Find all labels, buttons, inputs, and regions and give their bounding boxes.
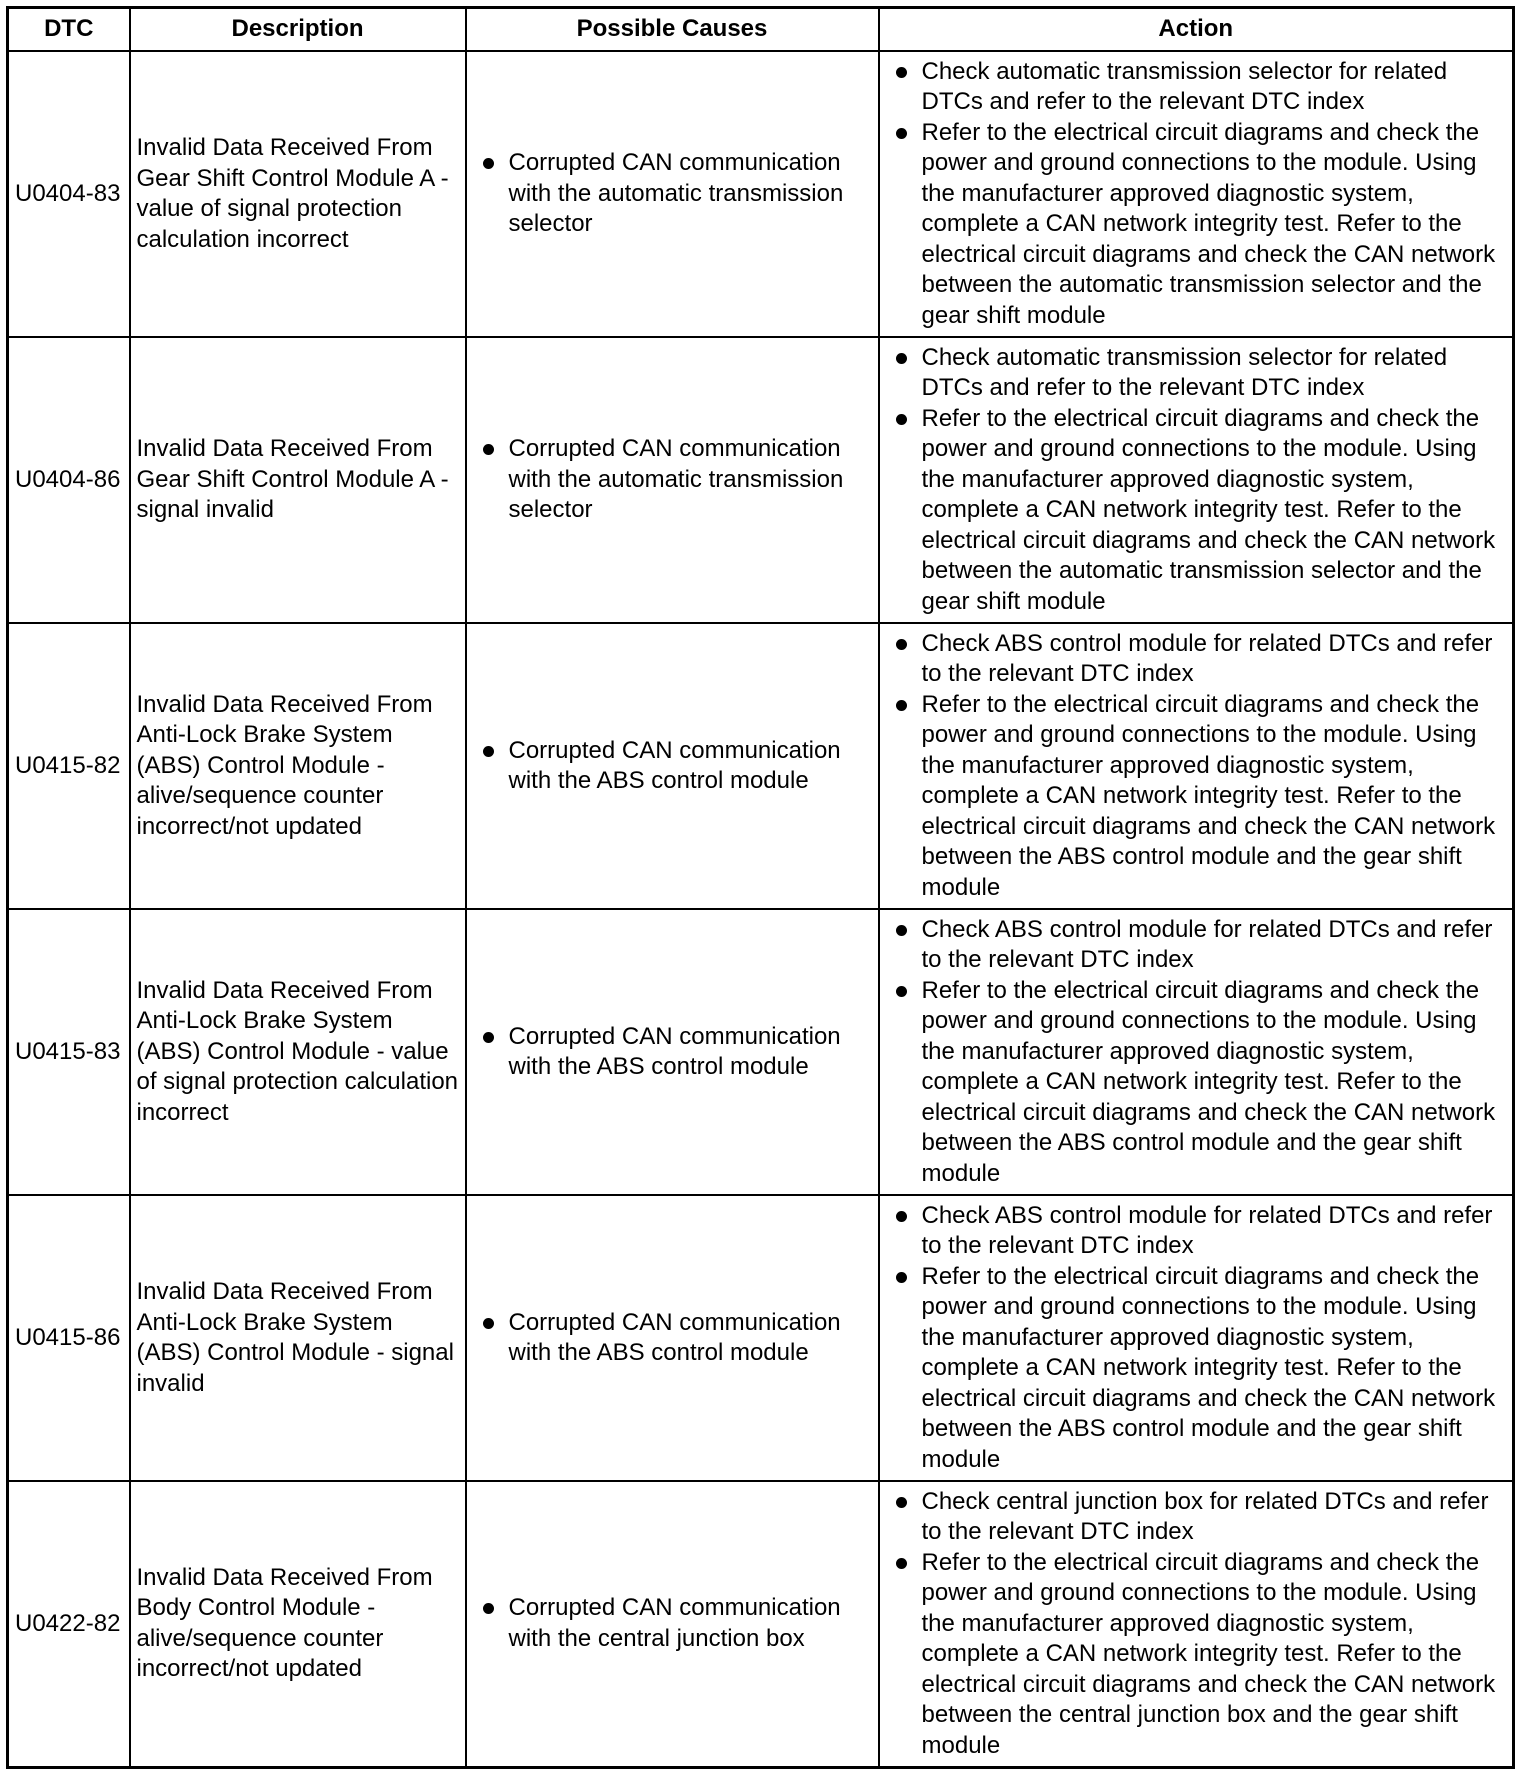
header-action: Action (879, 8, 1514, 52)
description-cell (130, 623, 466, 909)
causes-list (473, 1308, 872, 1369)
description-cell (130, 51, 466, 337)
action-item (886, 118, 1507, 332)
cause-text: Corrupted CAN communication with the ABS control module (508, 1308, 841, 1366)
cause-item (473, 1593, 872, 1654)
bullet-icon (483, 1603, 494, 1614)
action-cell (879, 909, 1514, 1195)
bullet-icon (896, 1272, 907, 1283)
table-row (8, 337, 1514, 623)
bullet-icon (896, 1558, 907, 1569)
action-item (886, 1262, 1507, 1476)
table-row (8, 51, 1514, 337)
bullet-icon (483, 1032, 494, 1043)
possible-causes-cell (466, 909, 879, 1195)
action-text: Check ABS control module for related DTCs and refer to the relevant DTC index (921, 1201, 1493, 1260)
causes-list (473, 1593, 872, 1654)
causes-list (473, 434, 872, 526)
description-cell (130, 1195, 466, 1481)
action-item (886, 629, 1507, 690)
actions-list (886, 629, 1507, 904)
dtc-code-cell (8, 623, 130, 909)
description-text: Invalid Data Received From Body Control Module - alive/sequence counter incorrect/not updated (136, 1563, 433, 1683)
cause-item (473, 1308, 872, 1369)
possible-causes-cell (466, 1481, 879, 1767)
action-text: Refer to the electrical circuit diagrams and check the power and ground connections to the module. Using the manufacturer approved diagnostic system, complete a CAN network integrity test. Refer to the electrical circuit diagrams and check the CAN network between the ABS control module and the gear shift module (921, 690, 1496, 901)
description-cell (130, 1481, 466, 1767)
table-row (8, 623, 1514, 909)
possible-causes-cell (466, 51, 879, 337)
dtc-code: U0415-86 (15, 1323, 121, 1351)
possible-causes-cell (466, 1195, 879, 1481)
description-text: Invalid Data Received From Anti-Lock Brake System (ABS) Control Module - value of signal protection calculation incorrect (136, 976, 459, 1126)
action-item (886, 1548, 1507, 1762)
action-item (886, 976, 1507, 1190)
bullet-icon (483, 158, 494, 169)
action-text: Refer to the electrical circuit diagrams and check the power and ground connections to the module. Using the manufacturer approved diagnostic system, complete a CAN network integrity test. Refer to the electrical circuit diagrams and check the CAN network between the automatic transmission selector and the gear shift module (921, 118, 1496, 329)
description-text: Invalid Data Received From Anti-Lock Brake System (ABS) Control Module - signal invalid (136, 1278, 454, 1397)
bullet-icon (896, 67, 907, 78)
cause-text: Corrupted CAN communication with the ABS control module (508, 1022, 841, 1080)
causes-list (473, 736, 872, 797)
cause-text: Corrupted CAN communication with the automatic transmission selector (508, 149, 844, 238)
dtc-code: U0415-83 (15, 1037, 121, 1065)
cause-text: Corrupted CAN communication with the central junction box (508, 1594, 841, 1652)
bullet-icon (483, 1318, 494, 1329)
action-text: Refer to the electrical circuit diagrams and check the power and ground connections to the module. Using the manufacturer approved diagnostic system, complete a CAN network integrity test. Refer to the electrical circuit diagrams and check the CAN network between the central junction box and the gear shift module (921, 1548, 1496, 1759)
actions-list (886, 1201, 1507, 1476)
bullet-icon (483, 444, 494, 455)
action-text: Refer to the electrical circuit diagrams and check the power and ground connections to the module. Using the manufacturer approved diagnostic system, complete a CAN network integrity test. Refer to the electrical circuit diagrams and check the CAN network between the ABS control module and the gear shift module (921, 976, 1496, 1187)
action-item (886, 1487, 1507, 1548)
header-description: Description (130, 8, 466, 52)
dtc-code: U0404-86 (15, 465, 121, 493)
description-cell (130, 909, 466, 1195)
cause-item (473, 736, 872, 797)
bullet-icon (896, 128, 907, 139)
action-item (886, 57, 1507, 118)
description-cell (130, 337, 466, 623)
bullet-icon (896, 925, 907, 936)
dtc-code-cell (8, 909, 130, 1195)
bullet-icon (896, 1497, 907, 1508)
actions-list (886, 343, 1507, 618)
actions-list (886, 915, 1507, 1190)
action-text: Check automatic transmission selector for related DTCs and refer to the relevant DTC index (921, 57, 1448, 116)
cause-item (473, 1022, 872, 1083)
action-item (886, 690, 1507, 904)
action-cell (879, 1481, 1514, 1767)
action-text: Check ABS control module for related DTCs and refer to the relevant DTC index (921, 915, 1493, 974)
action-text: Refer to the electrical circuit diagrams and check the power and ground connections to the module. Using the manufacturer approved diagnostic system, complete a CAN network integrity test. Refer to the electrical circuit diagrams and check the CAN network between the automatic transmission selector and the gear shift module (921, 404, 1496, 615)
dtc-code-cell (8, 1195, 130, 1481)
bullet-icon (896, 986, 907, 997)
bullet-icon (896, 414, 907, 425)
causes-list (473, 1022, 872, 1083)
dtc-code-cell (8, 337, 130, 623)
dtc-table-container (6, 6, 1512, 1769)
cause-item (473, 434, 872, 526)
actions-list (886, 57, 1507, 332)
dtc-code: U0404-83 (15, 179, 121, 207)
dtc-code-cell (8, 51, 130, 337)
bullet-icon (896, 353, 907, 364)
bullet-icon (896, 700, 907, 711)
table-row (8, 909, 1514, 1195)
dtc-code-cell (8, 1481, 130, 1767)
header-possible-causes: Possible Causes (466, 8, 879, 52)
bullet-icon (896, 1211, 907, 1222)
bullet-icon (896, 639, 907, 650)
action-cell (879, 337, 1514, 623)
possible-causes-cell (466, 337, 879, 623)
possible-causes-cell (466, 623, 879, 909)
description-text: Invalid Data Received From Gear Shift Control Module A - signal invalid (136, 435, 449, 524)
dtc-table (6, 6, 1515, 1769)
cause-text: Corrupted CAN communication with the ABS control module (508, 736, 841, 794)
bullet-icon (483, 746, 494, 757)
action-cell (879, 51, 1514, 337)
action-text: Refer to the electrical circuit diagrams and check the power and ground connections to the module. Using the manufacturer approved diagnostic system, complete a CAN network integrity test. Refer to the electrical circuit diagrams and check the CAN network between the ABS control module and the gear shift module (921, 1262, 1496, 1473)
description-text: Invalid Data Received From Anti-Lock Brake System (ABS) Control Module - alive/sequence counter incorrect/not updated (136, 690, 433, 840)
dtc-code: U0422-82 (15, 1609, 121, 1637)
causes-list (473, 148, 872, 240)
dtc-code: U0415-82 (15, 751, 121, 779)
action-item (886, 1201, 1507, 1262)
table-header-row (8, 8, 1514, 52)
action-cell (879, 1195, 1514, 1481)
action-item (886, 915, 1507, 976)
cause-item (473, 148, 872, 240)
header-dtc: DTC (8, 8, 130, 52)
cause-text: Corrupted CAN communication with the automatic transmission selector (508, 435, 844, 524)
action-item (886, 404, 1507, 618)
action-text: Check central junction box for related DTCs and refer to the relevant DTC index (921, 1487, 1489, 1545)
action-text: Check ABS control module for related DTCs and refer to the relevant DTC index (921, 629, 1493, 688)
action-text: Check automatic transmission selector for related DTCs and refer to the relevant DTC index (921, 343, 1448, 402)
description-text: Invalid Data Received From Gear Shift Control Module A - value of signal protection calculation incorrect (136, 134, 449, 253)
table-row (8, 1481, 1514, 1767)
actions-list (886, 1487, 1507, 1762)
table-row (8, 1195, 1514, 1481)
action-cell (879, 623, 1514, 909)
action-item (886, 343, 1507, 404)
